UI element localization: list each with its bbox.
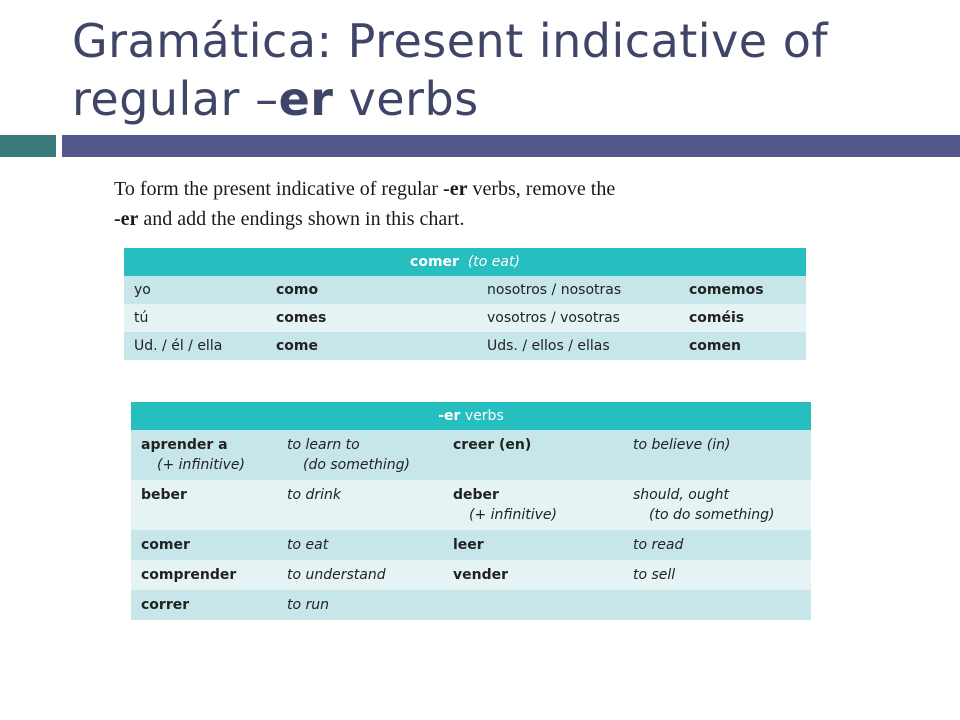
meaning-cell bbox=[623, 590, 811, 620]
intro-part-3: and add the endings shown in this chart. bbox=[138, 208, 465, 230]
slide-title bbox=[72, 12, 932, 128]
table-row bbox=[124, 304, 806, 332]
form-cell: comemos bbox=[679, 276, 806, 304]
meaning-cell: to read bbox=[623, 530, 811, 560]
pronoun-cell: Ud. / él / ella bbox=[124, 332, 266, 360]
verb-cell: comprender bbox=[131, 560, 277, 590]
form-cell: comen bbox=[679, 332, 806, 360]
title-line-2-post: verbs bbox=[333, 72, 479, 126]
meaning-cell: to eat bbox=[277, 530, 443, 560]
header-gloss: (to eat) bbox=[467, 254, 520, 270]
verb: aprender a bbox=[141, 437, 228, 453]
verb-cell bbox=[443, 480, 623, 530]
header-verbs: verbs bbox=[460, 408, 504, 424]
header-er: -er bbox=[438, 408, 461, 424]
meaning-cell: to sell bbox=[623, 560, 811, 590]
title-dash: – bbox=[255, 72, 279, 126]
pronoun-cell: vosotros / vosotras bbox=[477, 304, 679, 332]
verb: deber bbox=[453, 487, 499, 503]
verb-cell bbox=[443, 590, 623, 620]
table-row bbox=[124, 332, 806, 360]
verb-note: (+ infinitive) bbox=[469, 507, 557, 523]
verb-cell: leer bbox=[443, 530, 623, 560]
meaning: to drink bbox=[287, 487, 342, 503]
verb: creer (en) bbox=[453, 437, 532, 453]
conjugation-table bbox=[124, 248, 806, 360]
title-er: er bbox=[278, 72, 334, 126]
meaning-cell bbox=[623, 480, 811, 530]
title-rule-teal bbox=[0, 135, 56, 157]
title-line-2-pre: regular bbox=[72, 72, 256, 126]
pronoun-cell: yo bbox=[124, 276, 266, 304]
table-row bbox=[131, 530, 811, 560]
verb-note: (+ infinitive) bbox=[157, 457, 245, 473]
pronoun-cell: Uds. / ellos / ellas bbox=[477, 332, 679, 360]
meaning-cell bbox=[623, 430, 811, 480]
verb-cell: correr bbox=[131, 590, 277, 620]
intro-er-1: -er bbox=[443, 178, 468, 200]
title-rule-navy bbox=[62, 135, 960, 157]
conjugation-table-header bbox=[124, 248, 806, 276]
meaning: to believe (in) bbox=[633, 437, 731, 453]
intro-er-2: -er bbox=[114, 208, 139, 230]
verb: beber bbox=[141, 487, 187, 503]
form-cell: come bbox=[266, 332, 477, 360]
pronoun-cell: tú bbox=[124, 304, 266, 332]
verb-cell bbox=[443, 430, 623, 480]
verb-cell bbox=[131, 480, 277, 530]
title-line-1: Gramática: Present indicative of bbox=[72, 14, 829, 68]
meaning-cell bbox=[277, 430, 443, 480]
meaning-cell: to run bbox=[277, 590, 443, 620]
verb-cell: vender bbox=[443, 560, 623, 590]
form-cell: como bbox=[266, 276, 477, 304]
intro-part-1: To form the present indicative of regular bbox=[114, 178, 444, 200]
form-cell: comes bbox=[266, 304, 477, 332]
meaning-cell: to understand bbox=[277, 560, 443, 590]
meaning: should, ought bbox=[633, 487, 729, 503]
table-row bbox=[131, 480, 811, 530]
er-verbs-table-header bbox=[131, 402, 811, 430]
table-row bbox=[131, 430, 811, 480]
pronoun-cell: nosotros / nosotras bbox=[477, 276, 679, 304]
table-row bbox=[124, 276, 806, 304]
intro-part-2: verbs, remove the bbox=[467, 178, 616, 200]
header-verb: comer bbox=[410, 254, 459, 270]
meaning: to learn to bbox=[287, 437, 360, 453]
table-row bbox=[131, 560, 811, 590]
meaning-cell bbox=[277, 480, 443, 530]
er-verbs-table bbox=[131, 402, 811, 620]
verb-cell: comer bbox=[131, 530, 277, 560]
intro-text bbox=[114, 174, 814, 234]
table-row bbox=[131, 590, 811, 620]
meaning-note: (do something) bbox=[303, 457, 410, 473]
verb-cell bbox=[131, 430, 277, 480]
meaning-note: (to do something) bbox=[649, 507, 775, 523]
form-cell: coméis bbox=[679, 304, 806, 332]
